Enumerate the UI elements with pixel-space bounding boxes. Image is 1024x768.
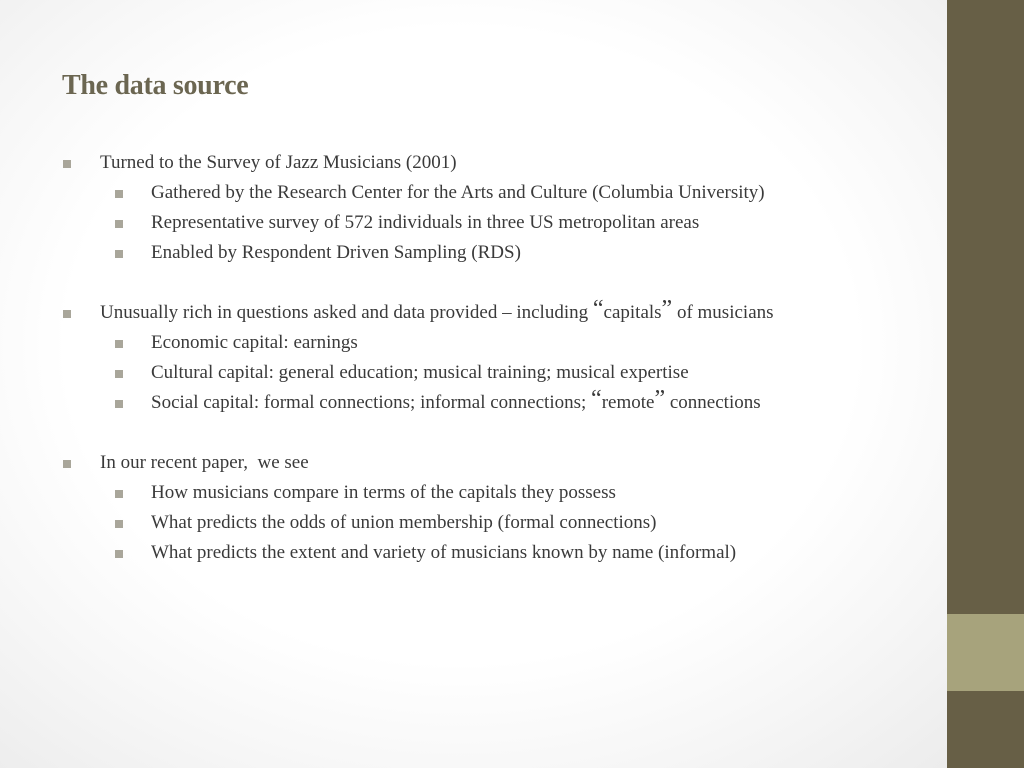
text-before: Social capital: formal connections; informal connections; <box>151 392 592 413</box>
bullet-marker <box>63 310 71 318</box>
bullet-text: What predicts the extent and variety of musicians known by name (informal) <box>151 542 737 563</box>
bullet-text: Turned to the Survey of Jazz Musicians (2001) <box>100 152 457 173</box>
bullet-marker <box>115 250 123 258</box>
bullet-marker <box>115 340 123 348</box>
bullet-marker <box>63 160 71 168</box>
bullet-text <box>100 296 774 323</box>
bullet-text: Cultural capital: general education; musical training; musical expertise <box>151 362 689 383</box>
quoted-word: capitals <box>603 302 662 323</box>
text-after: connections <box>665 392 761 413</box>
sidebar-accent-block <box>947 614 1024 691</box>
close-quote: ” <box>661 296 673 322</box>
slide-body <box>0 148 940 568</box>
sub-bullet <box>0 478 940 508</box>
bullet-text: Representative survey of 572 individuals in three US metropolitan areas <box>151 212 700 233</box>
bullet-text: Economic capital: earnings <box>151 332 358 353</box>
bullet-marker <box>115 550 123 558</box>
bullet-text: Gathered by the Research Center for the Arts and Culture (Columbia University) <box>151 182 765 203</box>
sub-bullet <box>0 538 940 568</box>
bullet-marker <box>115 490 123 498</box>
sub-bullet <box>0 358 940 388</box>
bullet-text: How musicians compare in terms of the capitals they possess <box>151 482 616 503</box>
sub-bullet <box>0 178 940 208</box>
spacer <box>0 418 940 448</box>
bullet-capitals <box>0 298 940 328</box>
open-quote: “ <box>592 296 604 322</box>
bullet-marker <box>115 370 123 378</box>
bullet-marker <box>115 400 123 408</box>
bullet-recent-paper <box>0 448 940 478</box>
bullet-marker <box>115 520 123 528</box>
sub-bullet <box>0 508 940 538</box>
text-after: of musicians <box>672 302 774 323</box>
spacer <box>0 268 940 298</box>
bullet-text <box>151 386 761 413</box>
sub-bullet <box>0 238 940 268</box>
open-quote: “ <box>591 386 602 412</box>
bullet-marker <box>115 190 123 198</box>
quoted-word: remote <box>601 392 655 413</box>
bullet-survey <box>0 148 940 178</box>
sub-bullet <box>0 388 940 418</box>
bullet-marker <box>63 460 71 468</box>
bullet-text: What predicts the odds of union membership (formal connections) <box>151 512 657 533</box>
bullet-text: Enabled by Respondent Driven Sampling (RDS) <box>151 242 521 263</box>
bullet-text: In our recent paper, we see <box>100 452 309 473</box>
sub-bullet <box>0 328 940 358</box>
text-before: Unusually rich in questions asked and data provided – including <box>100 302 593 323</box>
slide-title: The data source <box>62 70 249 101</box>
bullet-marker <box>115 220 123 228</box>
close-quote: ” <box>654 386 666 412</box>
sub-bullet <box>0 208 940 238</box>
